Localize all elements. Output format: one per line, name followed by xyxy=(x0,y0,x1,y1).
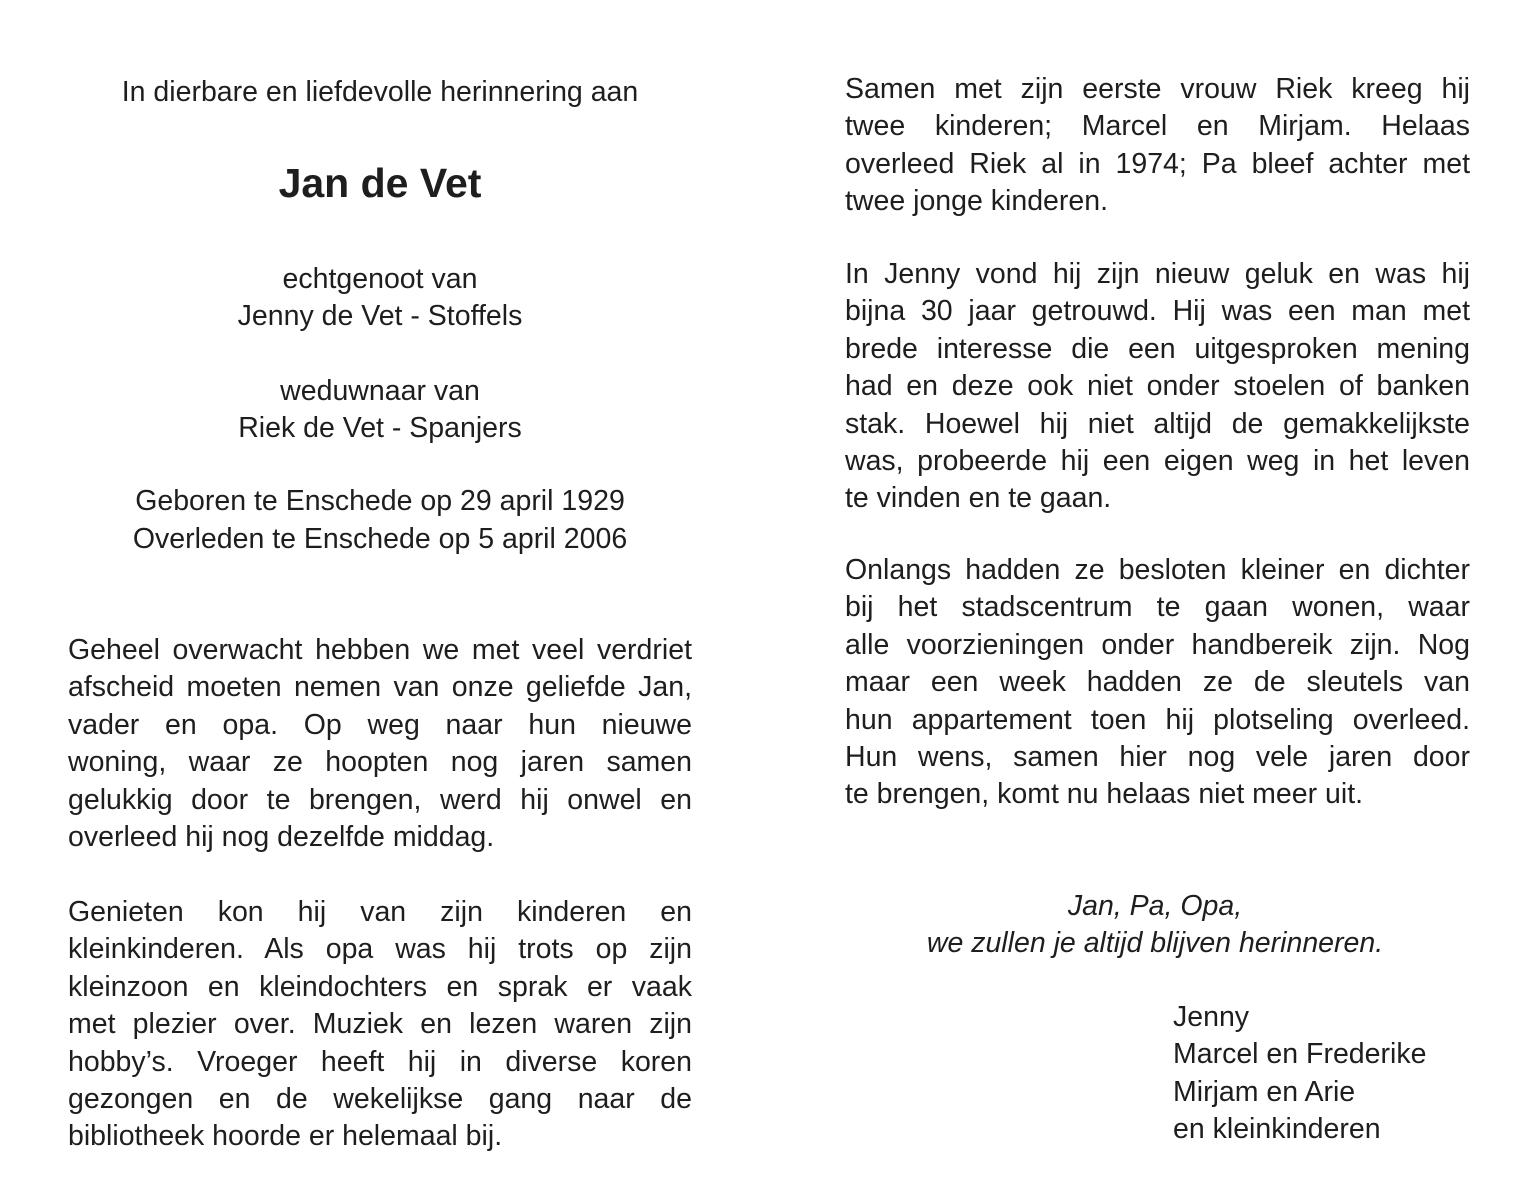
paragraph-line: Geheel overwacht hebben we met veel verdriet xyxy=(68,634,692,666)
paragraph-line: overleed Riek al in 1974; Pa bleef achter met xyxy=(845,147,1470,180)
paragraph-line: te brengen, komt nu helaas niet meer uit. xyxy=(845,778,1364,811)
deceased-name: Jan de Vet xyxy=(278,160,482,206)
spouse-name: Jenny de Vet - Stoffels xyxy=(237,300,523,332)
paragraph-line: hun appartement toen hij plotseling overleed. xyxy=(845,703,1470,736)
paragraph-line: gelukkig door te brengen, werd hij onwel en xyxy=(68,783,692,816)
left-paragraph-1 xyxy=(68,632,692,856)
paragraph-line: In Jenny vond hij zijn nieuw geluk en was hij xyxy=(845,258,1470,290)
paragraph-line: met plezier over. Muziek en lezen waren zijn xyxy=(68,1008,692,1041)
paragraph-line: twee jonge kinderen. xyxy=(845,185,1109,218)
paragraph-line: afscheid moeten nemen van onze geliefde Jan, xyxy=(68,671,692,704)
signatures xyxy=(1173,999,1426,1149)
farewell-line-1: Jan, Pa, Opa, xyxy=(1067,890,1243,922)
paragraph-line: alle voorzieningen onder handbereik zijn. Nog xyxy=(845,628,1470,661)
signature-line: Jenny xyxy=(1173,1001,1250,1033)
paragraph-line: kleinkinderen. Als opa was hij trots op zijn xyxy=(68,933,692,966)
paragraph-line: hobby’s. Vroeger heeft hij in diverse koren xyxy=(68,1045,692,1078)
paragraph-line: te vinden en te gaan. xyxy=(845,482,1112,515)
former-spouse-name: Riek de Vet - Spanjers xyxy=(238,412,522,444)
birth-line: Geboren te Enschede op 29 april 1929 xyxy=(135,485,625,517)
paragraph-line: was, probeerde hij een eigen weg in het leven xyxy=(845,444,1470,477)
paragraph-line: twee kinderen; Marcel en Mirjam. Helaas xyxy=(845,110,1470,143)
paragraph-line: bij het stadscentrum te gaan wonen, waar xyxy=(845,591,1470,624)
signature-line: en kleinkinderen xyxy=(1173,1113,1381,1146)
spouse-label: echtgenoot van xyxy=(282,263,478,295)
signature-line: Mirjam en Arie xyxy=(1173,1075,1356,1108)
paragraph-line: gezongen en de wekelijkse gang naar de xyxy=(68,1082,692,1115)
paragraph-line: vader en opa. Op weg naar hun nieuwe xyxy=(68,708,692,741)
paragraph-line: stak. Hoewel hij niet altijd de gemakkelijkste xyxy=(845,407,1470,440)
paragraph-line: overleed hij nog dezelfde middag. xyxy=(68,820,495,853)
paragraph-line: Genieten kon hij van zijn kinderen en xyxy=(68,896,692,928)
right-paragraph-2 xyxy=(845,256,1470,518)
paragraph-line: Samen met zijn eerste vrouw Riek kreeg hij xyxy=(845,73,1470,105)
signature-line: Marcel en Frederike xyxy=(1173,1038,1427,1071)
paragraph-line: kleinzoon en kleindochters en sprak er vaak xyxy=(68,970,692,1003)
paragraph-line: Hun wens, samen hier nog vele jaren door xyxy=(845,740,1470,773)
paragraph-line: bibliotheek hoorde er helemaal bij. xyxy=(68,1120,503,1153)
farewell-line-2: we zullen je altijd blijven herinneren. xyxy=(926,927,1384,959)
widower-label: weduwnaar van xyxy=(280,375,480,407)
paragraph-line: had en deze ook niet onder stoelen of banken xyxy=(845,370,1470,403)
paragraph-line: Onlangs hadden ze besloten kleiner en dichter xyxy=(845,554,1470,586)
paragraph-line: brede interesse die een uitgesproken mening xyxy=(845,332,1470,365)
right-paragraph-1 xyxy=(845,71,1470,221)
left-paragraph-2 xyxy=(68,894,692,1156)
right-paragraph-3 xyxy=(845,552,1470,814)
paragraph-line: maar een week hadden ze de sleutels van xyxy=(845,666,1470,699)
paragraph-line: woning, waar ze hoopten nog jaren samen xyxy=(68,746,692,779)
intro-line: In dierbare en liefdevolle herinnering aan xyxy=(121,76,639,108)
death-line: Overleden te Enschede op 5 april 2006 xyxy=(132,523,628,555)
paragraph-line: bijna 30 jaar getrouwd. Hij was een man met xyxy=(845,295,1470,328)
